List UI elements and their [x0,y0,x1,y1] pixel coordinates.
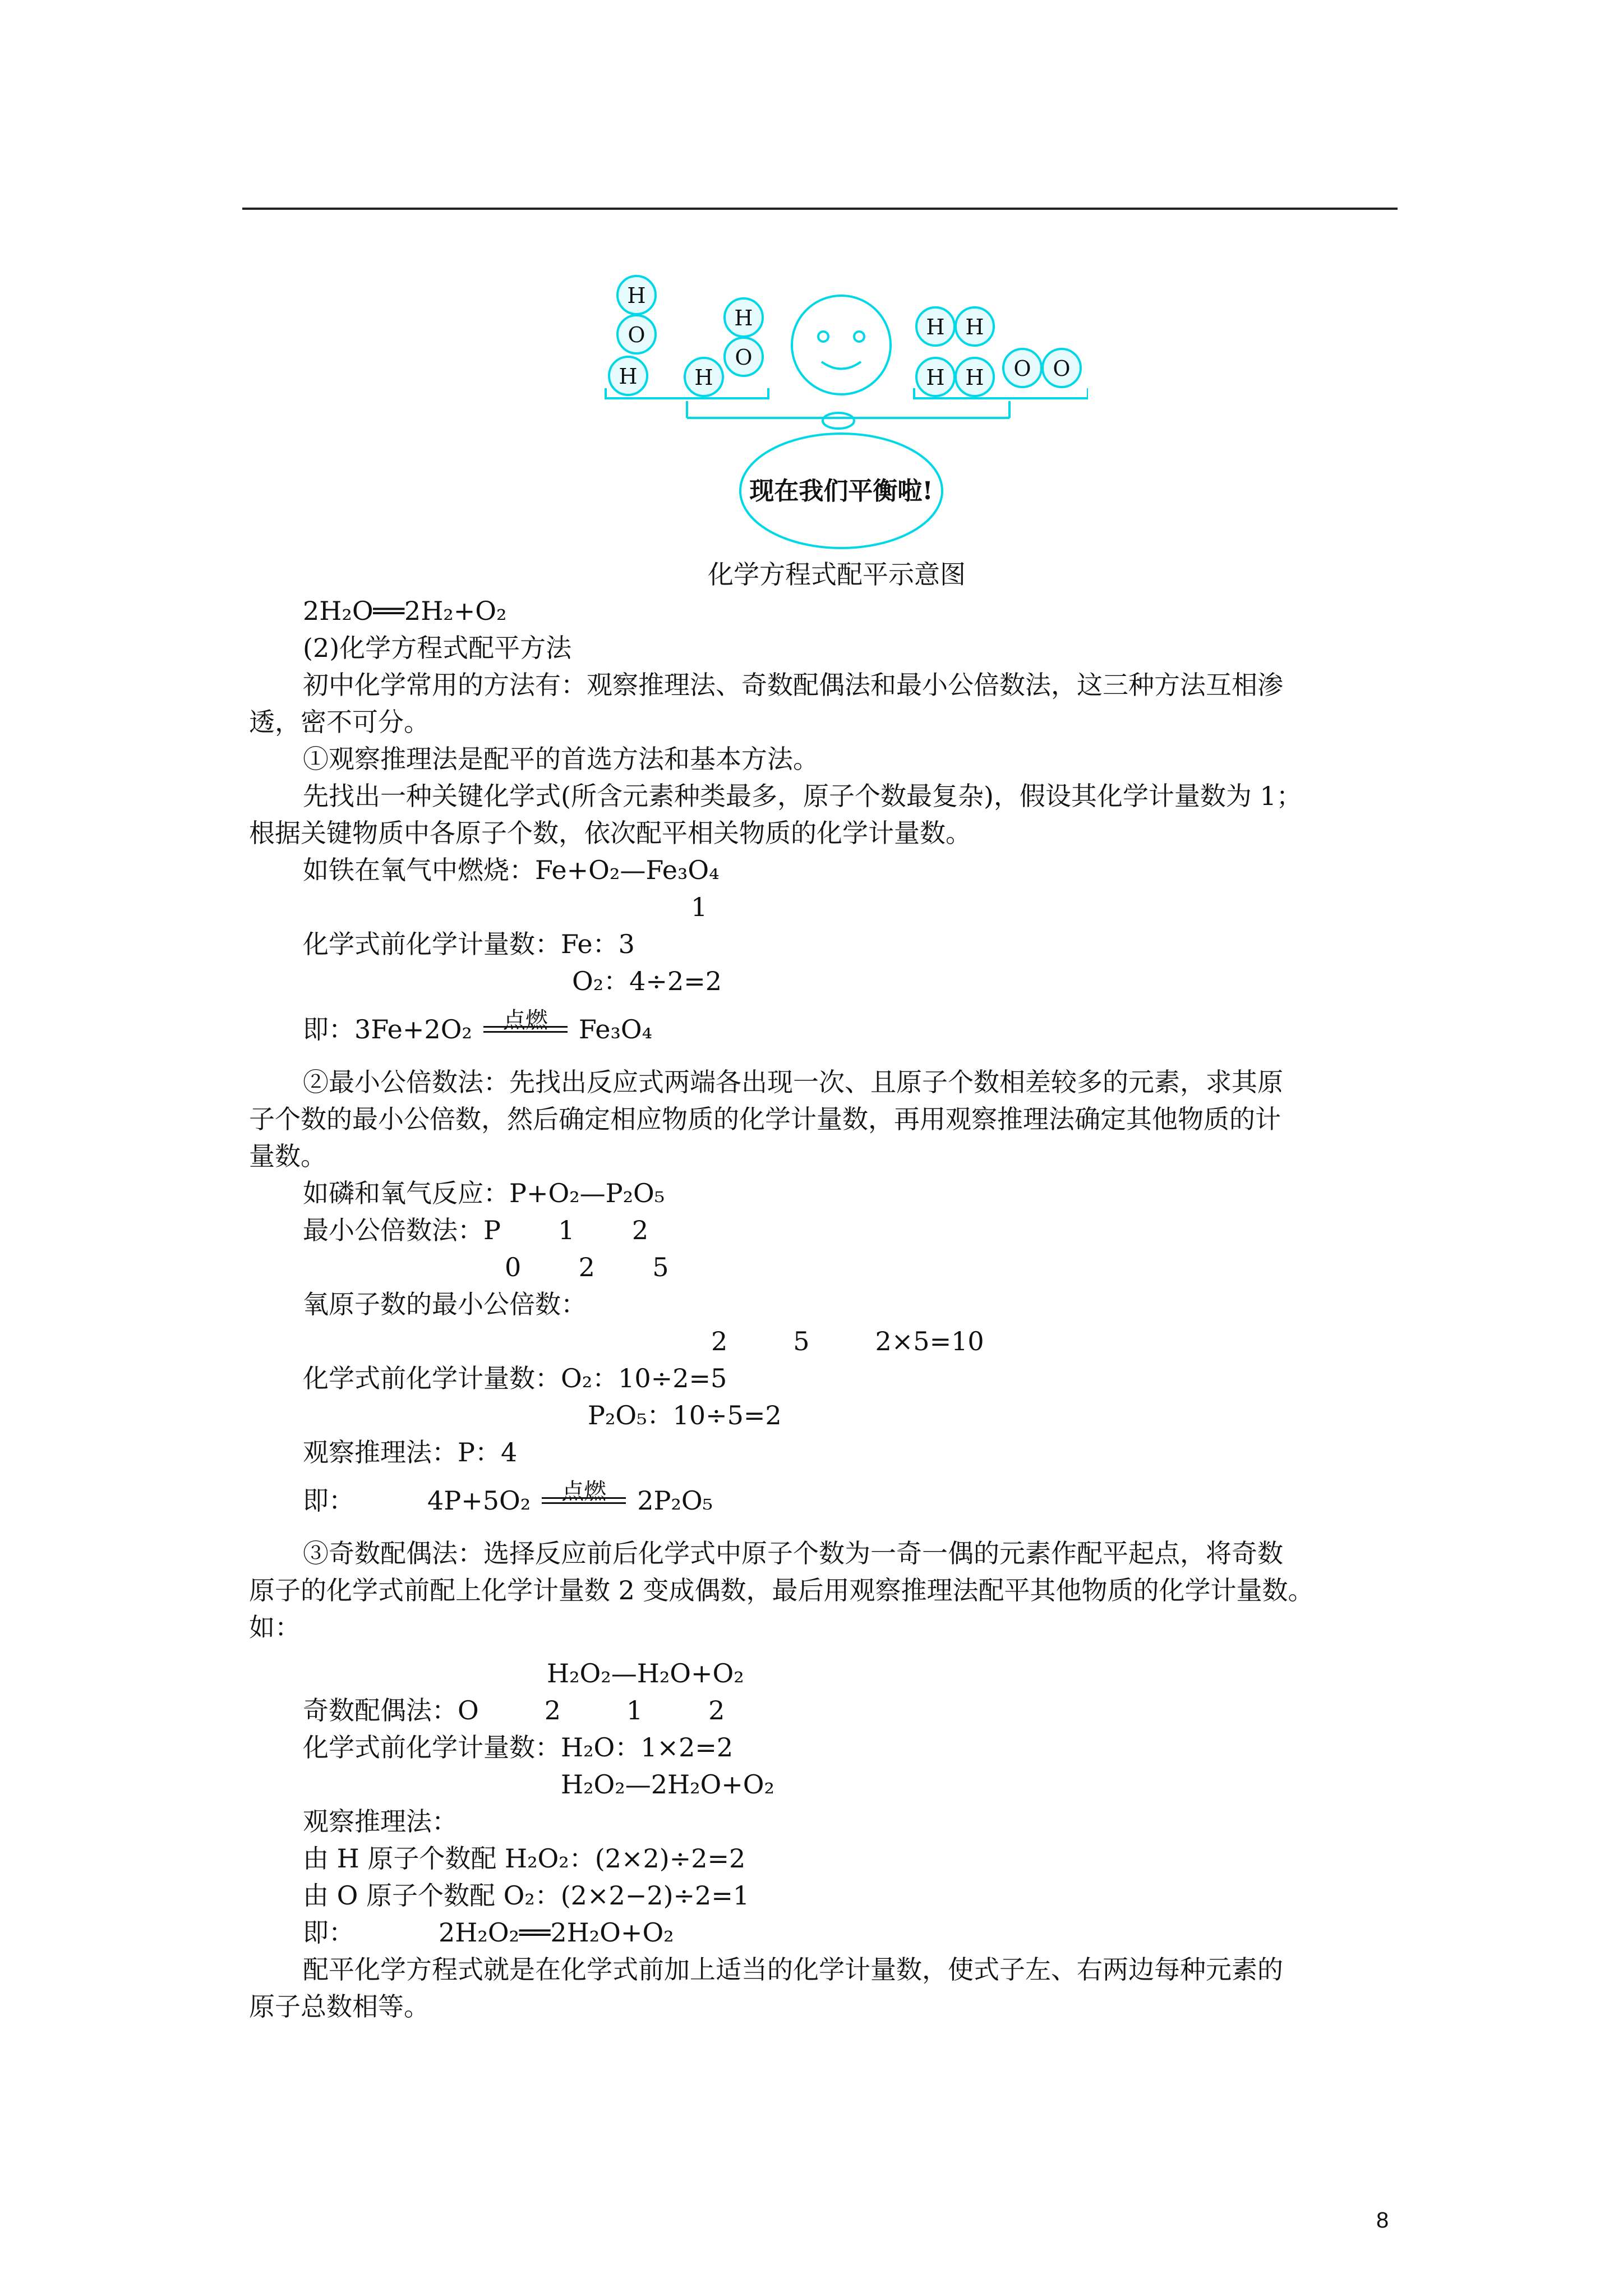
paragraph-line: 配平化学方程式就是在化学式前加上适当的化学计量数，使式子左、右两边每种元素的 [303,1954,1283,1985]
example-line: 由 O 原子个数配 O₂：(2×2−2)÷2=1 [303,1880,750,1911]
paragraph-line: 量数。 [249,1141,326,1171]
svg-text:H: H [926,365,945,390]
example-line: 观察推理法： [303,1806,458,1837]
example-line: 化学式前化学计量数：Fe：3 [303,929,635,959]
paragraph-line: 原子的化学式前配上化学计量数 2 变成偶数，最后用观察推理法配平其他物质的化学计量数。 [249,1575,1314,1605]
svg-text:H: H [627,283,646,308]
paragraph-line: 子个数的最小公倍数，然后确定相应物质的化学计量数，再用观察推理法确定其他物质的计 [249,1104,1281,1134]
balance-diagram [583,258,1088,550]
svg-text:H: H [619,364,638,389]
example-line: 如铁在氧气中燃烧：Fe+O₂—Fe₃O₄ [303,855,720,885]
example-line: 如磷和氧气反应：P+O₂—P₂O₅ [303,1178,665,1208]
svg-text:O: O [735,345,753,370]
svg-text:H: H [694,365,713,390]
svg-text:H: H [965,365,984,390]
example-line: O₂：4÷2=2 [572,966,722,996]
equation-water: 2H₂O══2H₂+O₂ [303,596,507,626]
svg-text:H: H [926,315,945,339]
example-line: 1 [691,892,708,922]
balanced-equation-peroxide: 即： 2H₂O₂══2H₂O+O₂ [303,1917,674,1948]
paragraph-line: ②最小公倍数法：先找出反应式两端各出现一次、且原子个数相差较多的元素，求其原 [303,1067,1283,1097]
example-line: 最小公倍数法：P 1 2 [303,1215,649,1245]
paragraph-line: 透，密不可分。 [249,707,430,737]
example-line: P₂O₅：10÷5=2 [588,1400,782,1430]
svg-text:O: O [1013,356,1031,381]
example-line: 化学式前化学计量数：O₂：10÷2=5 [303,1363,727,1393]
figure-caption: 化学方程式配平示意图 [708,559,966,590]
svg-text:H: H [965,315,984,339]
smiley-face [792,296,891,394]
svg-text:O: O [628,323,645,347]
bubble-text: 现在我们平衡啦! [749,477,933,505]
paragraph-line: 原子总数相等。 [249,1991,430,2022]
example-line: H₂O₂—2H₂O+O₂ [561,1769,774,1800]
example-line: 奇数配偶法：O 2 1 2 [303,1695,725,1726]
example-line: 观察推理法：P：4 [303,1437,518,1467]
example-line: 2 5 2×5=10 [711,1326,984,1356]
example-line: 0 2 5 [505,1252,669,1282]
section-heading: (2)化学方程式配平方法 [303,633,572,663]
page-number: 8 [1376,2208,1389,2233]
paragraph-line: ③奇数配偶法：选择反应前后化学式中原子个数为一奇一偶的元素作配平起点，将奇数 [303,1538,1283,1568]
balanced-equation-phosphorus: 即： 4P+5O₂ 点燃 2P₂O₅ [303,1479,713,1516]
example-line: H₂O₂—H₂O+O₂ [547,1658,744,1688]
svg-text:H: H [734,306,753,330]
header-rule [242,208,1398,210]
example-line: 化学式前化学计量数：H₂O：1×2=2 [303,1732,734,1763]
paragraph-line: 如： [249,1612,301,1642]
example-line: 由 H 原子个数配 H₂O₂：(2×2)÷2=2 [303,1843,746,1874]
example-line: 氧原子数的最小公倍数： [303,1289,587,1319]
svg-text:O: O [1053,356,1071,381]
paragraph-line: ①观察推理法是配平的首选方法和基本方法。 [303,744,819,774]
balanced-equation-iron: 即：3Fe+2O₂ 点燃 Fe₃O₄ [303,1007,653,1045]
paragraph-line: 先找出一种关键化学式(所含元素种类最多，原子个数最复杂)，假设其化学计量数为 1； [303,781,1302,811]
paragraph-line: 初中化学常用的方法有：观察推理法、奇数配偶法和最小公倍数法，这三种方法互相渗 [303,670,1283,700]
paragraph-line: 根据关键物质中各原子个数，依次配平相关物质的化学计量数。 [249,818,971,848]
